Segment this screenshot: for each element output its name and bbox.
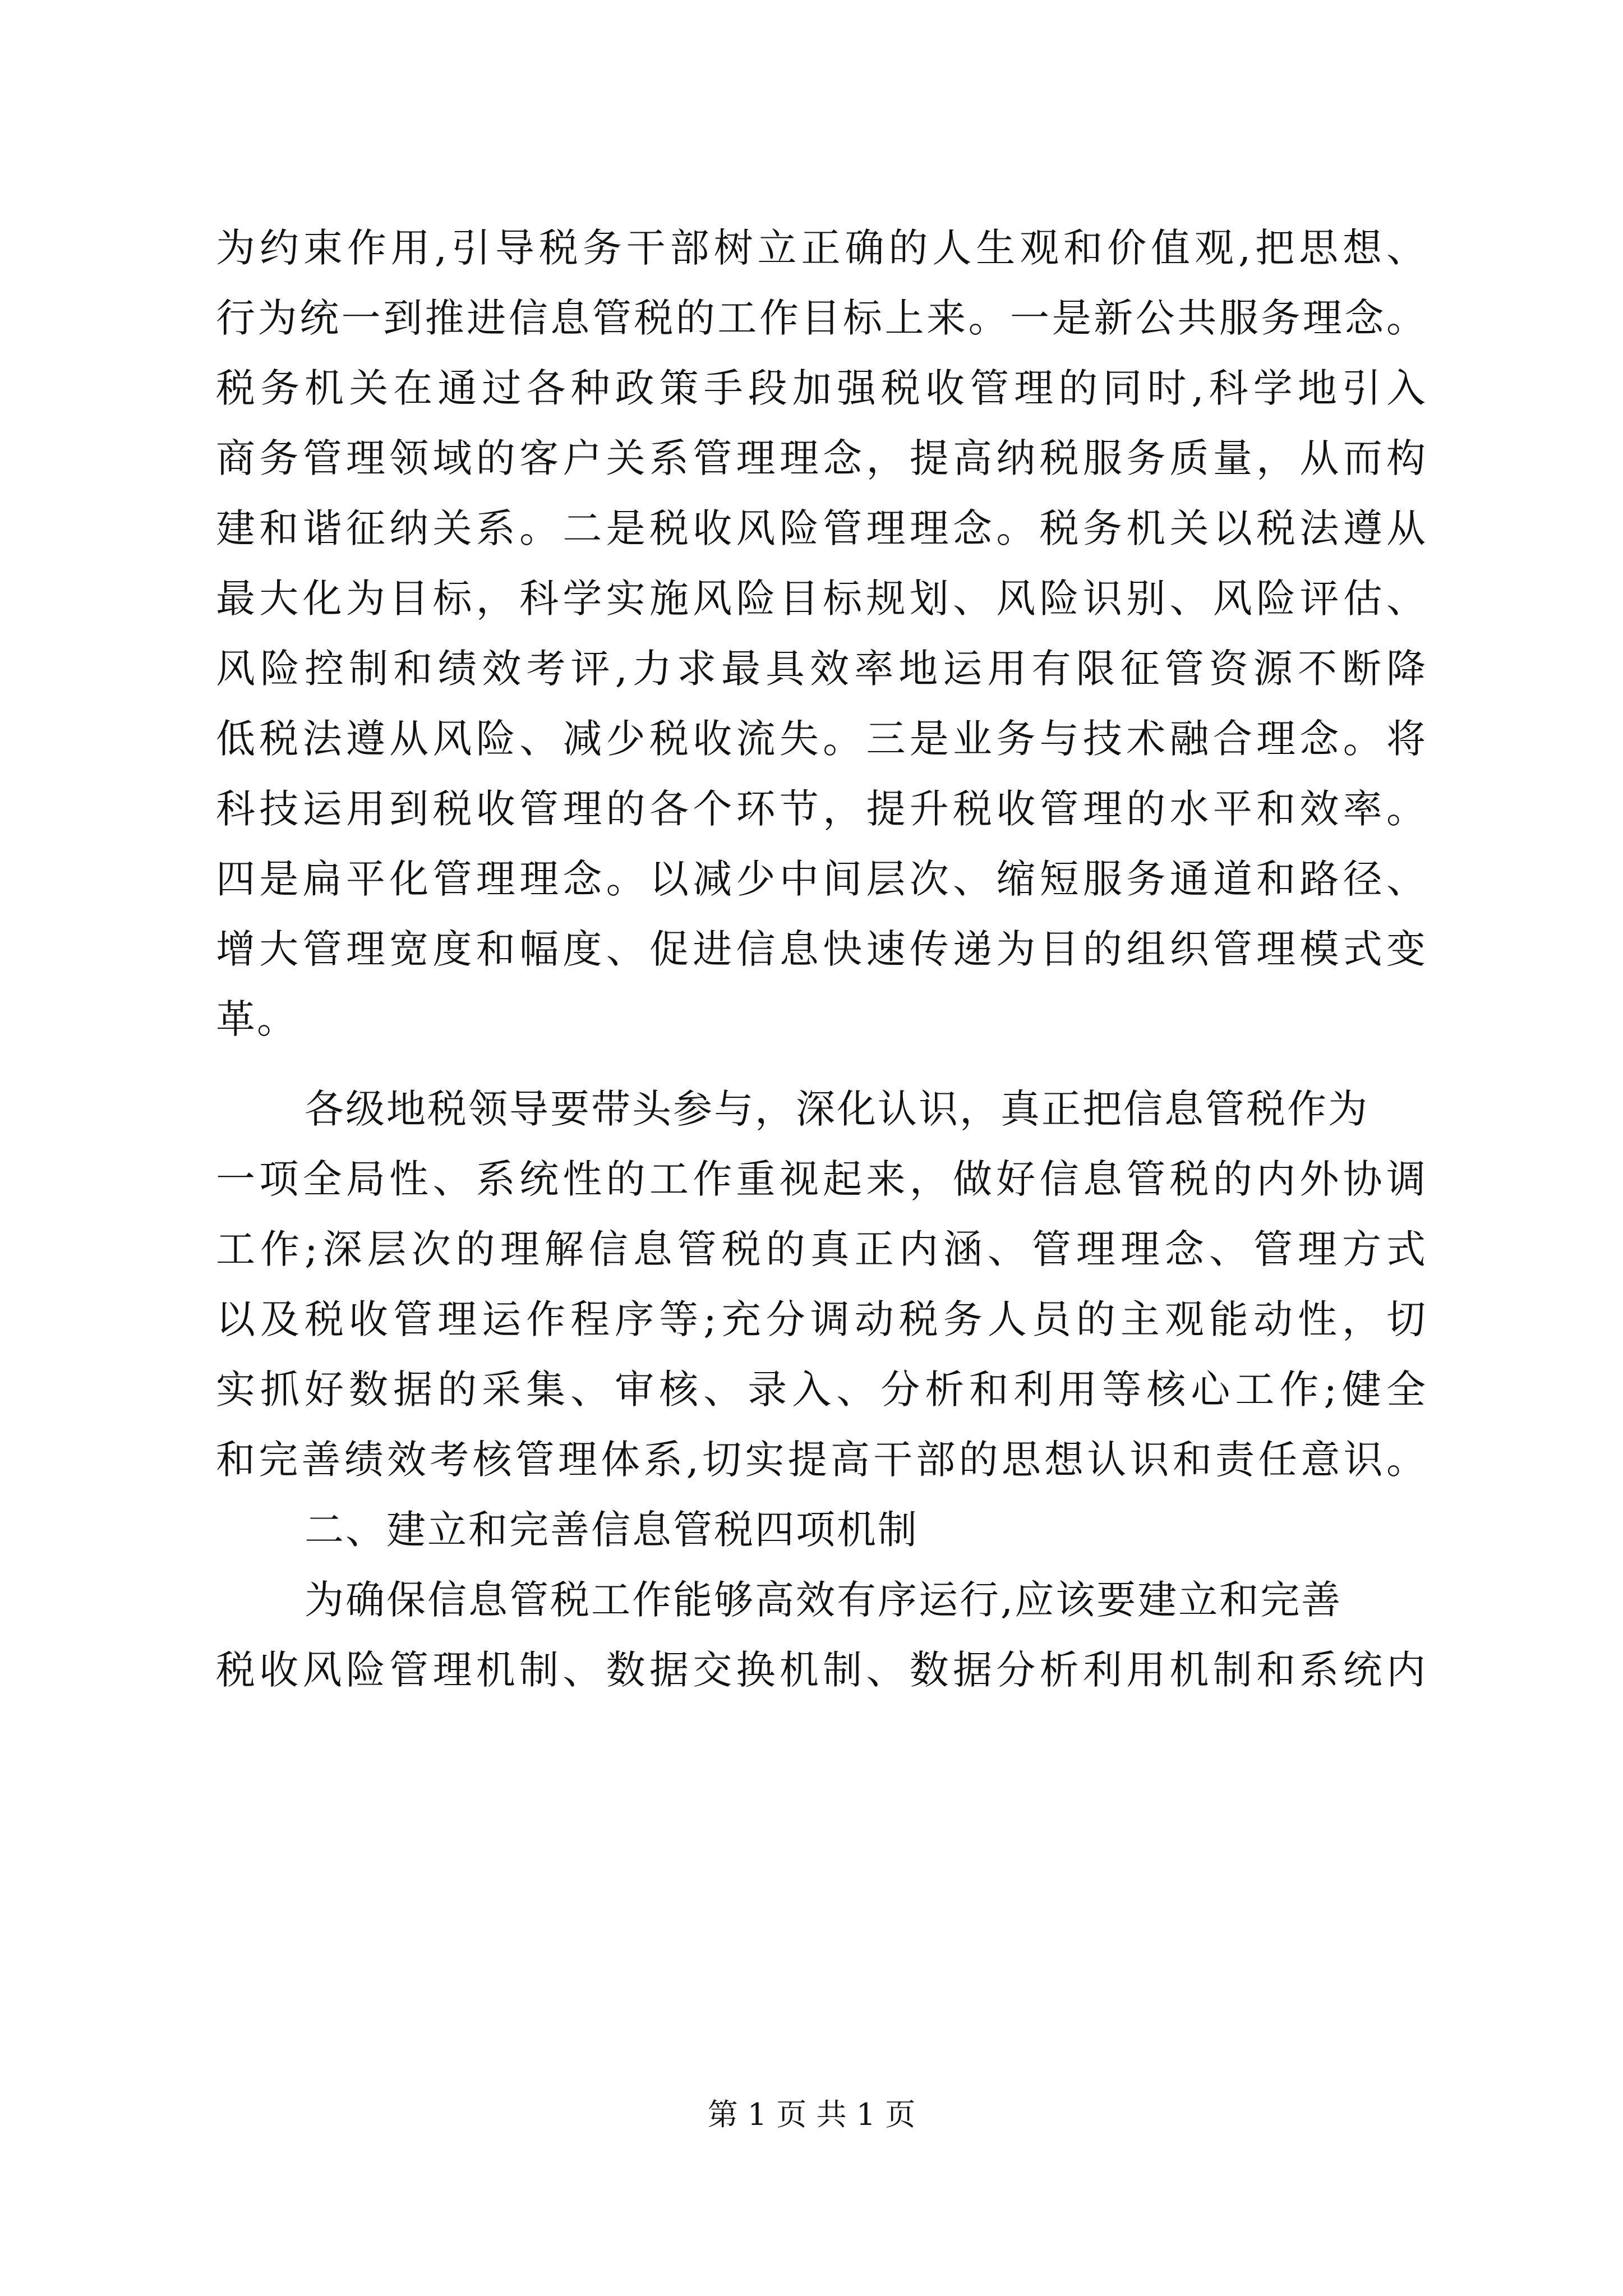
document-body [216,213,1427,1705]
text-line: 风险控制和绩效考评,力求最具效率地运用有限征管资源不断降 [216,646,1427,692]
text-line: 税收风险管理机制、数据交换机制、数据分析利用机制和系统内 [216,1647,1427,1693]
text-line: 各级地税领导要带头参与，深化认识，真正把信息管税作为 [305,1086,1369,1132]
paragraph-spacer [216,1055,1427,1074]
text-line: 工作;深层次的理解信息管税的真正内涵、管理理念、管理方式 [216,1226,1427,1272]
text-line: 增大管理宽度和幅度、促进信息快速传递为目的组织管理模式变 [216,926,1427,972]
text-line: 和完善绩效考核管理体系,切实提高干部的思想认识和责任意识。 [216,1437,1427,1483]
text-line: 商务管理领域的客户关系管理理念，提高纳税服务质量，从而构 [216,435,1427,481]
paragraph-3 [216,1565,1427,1705]
text-line: 一项全局性、系统性的工作重视起来，做好信息管税的内外协调 [216,1156,1427,1202]
text-line: 为确保信息管税工作能够高效有序运行,应该要建立和完善 [305,1577,1343,1623]
paragraph-1 [216,213,1427,1055]
text-line: 税务机关在通过各种政策手段加强税收管理的同时,科学地引入 [216,365,1427,411]
text-line: 最大化为目标，科学实施风险目标规划、风险识别、风险评估、 [216,576,1427,622]
text-line: 低税法遵从风险、减少税收流失。三是业务与技术融合理念。将 [216,716,1427,762]
section-heading: 二、建立和完善信息管税四项机制 [305,1507,919,1553]
text-line: 为约束作用,引导税务干部树立正确的人生观和价值观,把思想、 [216,225,1427,271]
text-line: 建和谐征纳关系。二是税收风险管理理念。税务机关以税法遵从 [216,505,1427,551]
text-line: 实抓好数据的采集、审核、录入、分析和利用等核心工作;健全 [216,1366,1427,1412]
text-line: 四是扁平化管理理念。以减少中间层次、缩短服务通道和路径、 [216,856,1427,902]
text-line: 革。 [216,996,298,1042]
text-line: 科技运用到税收管理的各个环节，提升税收管理的水平和效率。 [216,786,1427,832]
text-line: 以及税收管理运作程序等;充分调动税务人员的主观能动性，切 [216,1296,1427,1342]
page-footer: 第 1 页 共 1 页 [707,2097,916,2132]
text-line: 行为统一到推进信息管税的工作目标上来。一是新公共服务理念。 [216,295,1427,341]
paragraph-2 [216,1074,1427,1495]
